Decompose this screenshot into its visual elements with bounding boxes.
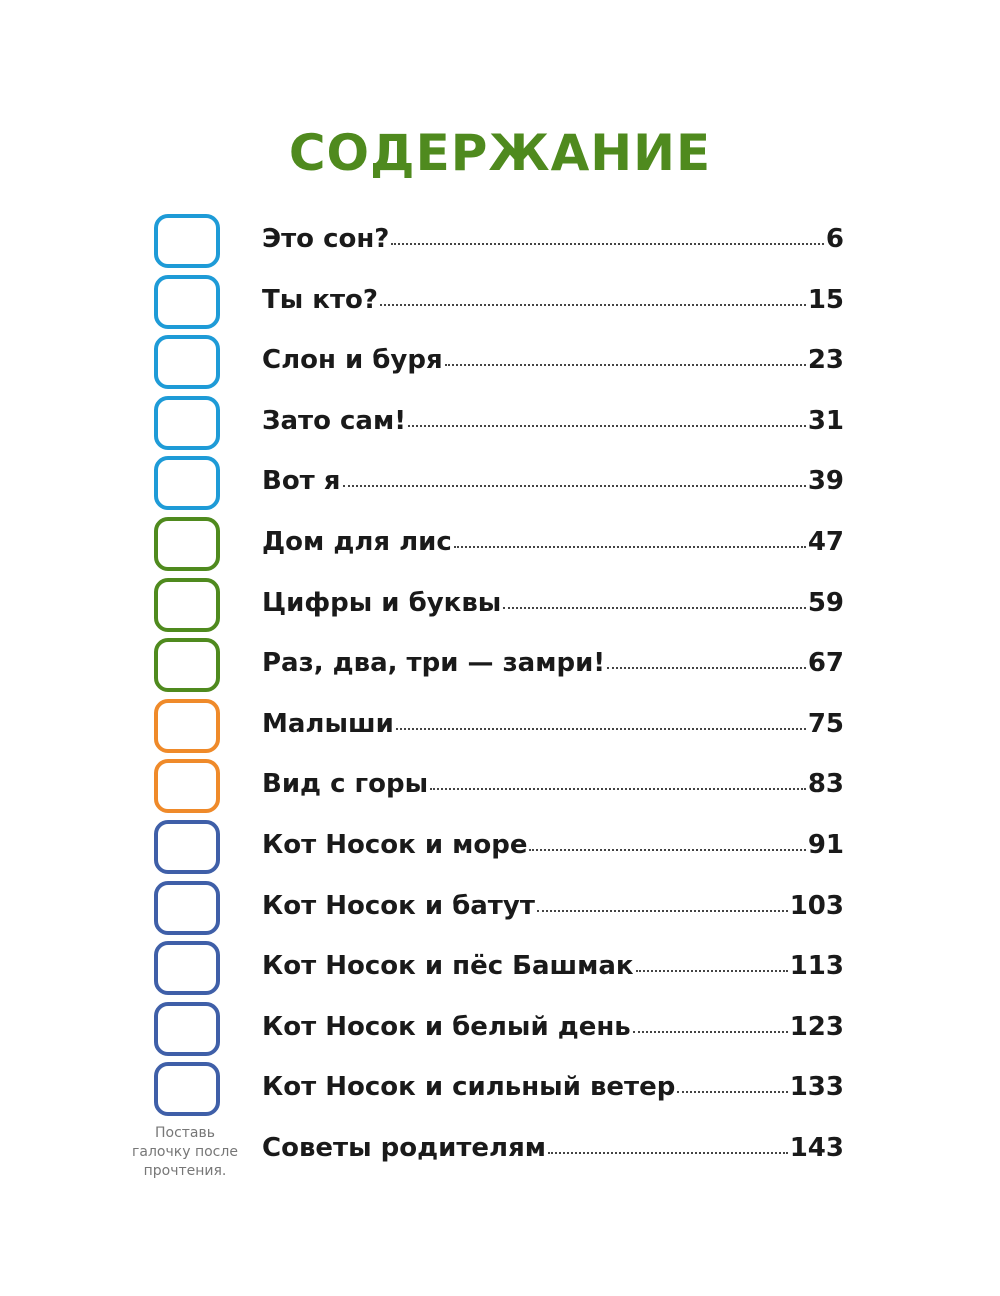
- entry-title: Зато сам!: [262, 405, 407, 436]
- toc-row: [0, 816, 1000, 876]
- toc-entry[interactable]: [262, 464, 844, 498]
- dot-leader: [529, 843, 805, 851]
- entry-title: Малыши: [262, 708, 394, 739]
- entry-title: Это сон?: [262, 224, 390, 254]
- toc-entry[interactable]: [262, 525, 844, 559]
- entry-title: Дом для лис: [262, 527, 452, 557]
- toc-row: [0, 452, 1000, 512]
- read-checkbox[interactable]: [154, 759, 220, 813]
- entry-title: Вот я: [262, 466, 341, 497]
- title: СОДЕРЖАНИЕ: [288, 124, 712, 182]
- toc-row: [0, 574, 1000, 634]
- toc-entry[interactable]: [262, 646, 844, 680]
- read-checkbox[interactable]: [154, 517, 220, 571]
- entry-page-number: 143: [789, 1133, 844, 1163]
- read-checkbox[interactable]: [154, 820, 220, 874]
- entry-title: Кот Носок и пёс Башмак: [262, 951, 634, 982]
- entry-title: Кот Носок и море: [262, 830, 528, 860]
- entry-title: Ты кто?: [262, 284, 378, 315]
- toc-row: [0, 271, 1000, 331]
- read-checkbox[interactable]: [154, 335, 220, 389]
- hint-text: Поставь галочку после прочтения.: [132, 1125, 238, 1179]
- toc-entry[interactable]: [262, 586, 844, 620]
- entry-title: Советы родителям: [262, 1133, 547, 1163]
- toc-entry[interactable]: [262, 767, 844, 801]
- dot-leader: [503, 601, 806, 609]
- dot-leader: [607, 661, 806, 669]
- read-checkbox[interactable]: [154, 214, 220, 268]
- entry-page-number: 31: [807, 405, 844, 436]
- entry-page-number: 75: [807, 708, 844, 739]
- toc-row: [0, 937, 1000, 997]
- toc-row: [0, 695, 1000, 755]
- entry-title: Цифры и буквы: [262, 587, 502, 618]
- entry-title: Кот Носок и батут: [262, 890, 535, 921]
- entry-page-number: 23: [807, 345, 844, 376]
- read-checkbox[interactable]: [154, 396, 220, 450]
- toc-row: [0, 877, 1000, 937]
- toc-entry[interactable]: [262, 707, 844, 741]
- dot-leader: [430, 782, 806, 790]
- entry-page-number: 15: [807, 284, 844, 315]
- read-checkbox[interactable]: [154, 881, 220, 935]
- entry-title: Вид с горы: [262, 769, 429, 800]
- entry-title: Слон и буря: [262, 345, 443, 376]
- dot-leader: [343, 479, 806, 487]
- toc-entry[interactable]: [262, 889, 844, 923]
- entry-title: Раз, два, три — замри!: [262, 648, 606, 679]
- read-checkbox[interactable]: [154, 699, 220, 753]
- toc-row: [0, 210, 1000, 270]
- toc-entry[interactable]: [262, 283, 844, 317]
- entry-page-number: 6: [825, 224, 844, 254]
- entry-page-number: 123: [789, 1011, 844, 1042]
- toc-entry[interactable]: [262, 343, 844, 377]
- read-checkbox[interactable]: [154, 456, 220, 510]
- toc-row: [0, 392, 1000, 452]
- entry-page-number: 59: [807, 587, 844, 618]
- entry-page-number: 83: [807, 769, 844, 800]
- dot-leader: [677, 1085, 787, 1093]
- entry-page-number: 91: [807, 830, 844, 860]
- dot-leader: [396, 722, 806, 730]
- entry-page-number: 47: [807, 527, 844, 557]
- dot-leader: [391, 237, 824, 245]
- toc-entry[interactable]: [262, 1131, 844, 1165]
- read-checkbox[interactable]: [154, 941, 220, 995]
- dot-leader: [633, 1025, 788, 1033]
- toc-row: [0, 513, 1000, 573]
- toc-row: [0, 1058, 1000, 1118]
- entry-page-number: 67: [807, 648, 844, 679]
- toc-entry[interactable]: [262, 1010, 844, 1044]
- dot-leader: [380, 298, 806, 306]
- toc-row: [0, 755, 1000, 815]
- dot-leader: [636, 964, 788, 972]
- dot-leader: [408, 419, 806, 427]
- entry-page-number: 113: [789, 951, 844, 982]
- entry-page-number: 39: [807, 466, 844, 497]
- toc-entry[interactable]: [262, 222, 844, 256]
- read-checkbox[interactable]: [154, 1062, 220, 1116]
- toc-entry[interactable]: [262, 404, 844, 438]
- entry-page-number: 133: [789, 1072, 844, 1103]
- entry-title: Кот Носок и белый день: [262, 1011, 631, 1042]
- read-checkbox[interactable]: [154, 578, 220, 632]
- toc-entry[interactable]: [262, 949, 844, 983]
- dot-leader: [537, 904, 788, 912]
- read-checkbox[interactable]: [154, 638, 220, 692]
- read-checkbox[interactable]: [154, 275, 220, 329]
- toc-entry[interactable]: [262, 828, 844, 862]
- read-checkbox[interactable]: [154, 1002, 220, 1056]
- toc-row: [0, 998, 1000, 1058]
- toc-entry[interactable]: [262, 1070, 844, 1104]
- dot-leader: [548, 1146, 788, 1154]
- dot-leader: [445, 358, 806, 366]
- dot-leader: [454, 540, 806, 548]
- entry-title: Кот Носок и сильный ветер: [262, 1072, 676, 1103]
- toc-row: [0, 634, 1000, 694]
- toc-row: [0, 331, 1000, 391]
- entry-page-number: 103: [789, 890, 844, 921]
